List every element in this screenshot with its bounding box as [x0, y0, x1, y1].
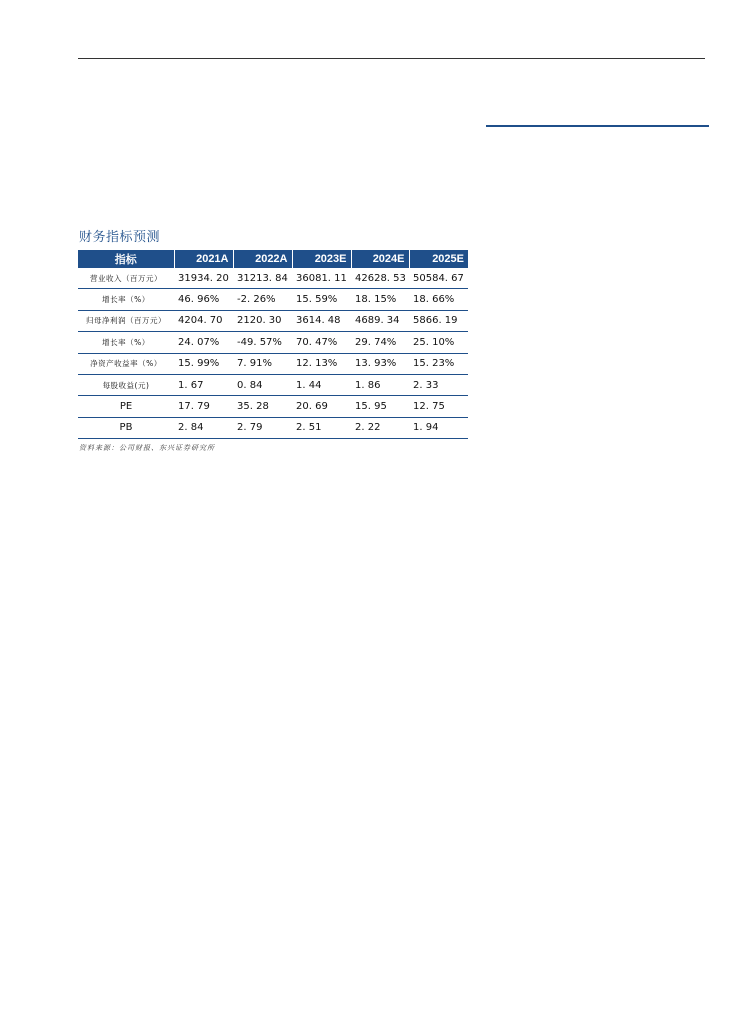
row-label: PE: [78, 396, 174, 417]
financial-forecast-table: [78, 250, 468, 439]
table-row: [78, 417, 468, 438]
section-title: 财务指标预测: [79, 230, 161, 245]
table-cell: 13. 93%: [351, 353, 409, 374]
table-cell: 2. 84: [174, 417, 233, 438]
table-cell: 24. 07%: [174, 332, 233, 353]
header-divider: [78, 58, 705, 59]
table-cell: 2. 22: [351, 417, 409, 438]
table-cell: 0. 84: [233, 374, 292, 395]
row-label: 增长率（%）: [78, 289, 174, 310]
table-cell: 46. 96%: [174, 289, 233, 310]
table-cell: 29. 74%: [351, 332, 409, 353]
table-cell: 4204. 70: [174, 310, 233, 331]
table-cell: -49. 57%: [233, 332, 292, 353]
table-cell: 12. 13%: [292, 353, 351, 374]
table-cell: 2. 51: [292, 417, 351, 438]
table-cell: 1. 67: [174, 374, 233, 395]
table-cell: 15. 59%: [292, 289, 351, 310]
table-cell: 31213. 84: [233, 268, 292, 289]
sidebar-divider: [486, 125, 709, 127]
table-cell: 5866. 19: [409, 310, 468, 331]
table-cell: 2120. 30: [233, 310, 292, 331]
table-row: [78, 374, 468, 395]
table-cell: 12. 75: [409, 396, 468, 417]
column-header-2021a: 2021A: [174, 250, 233, 268]
table-cell: 2. 79: [233, 417, 292, 438]
column-header-2025e: 2025E: [409, 250, 468, 268]
table-cell: 20. 69: [292, 396, 351, 417]
table-cell: 18. 66%: [409, 289, 468, 310]
table-row: [78, 396, 468, 417]
table-row: [78, 332, 468, 353]
table-cell: 4689. 34: [351, 310, 409, 331]
column-header-2023e: 2023E: [292, 250, 351, 268]
table-cell: 36081. 11: [292, 268, 351, 289]
table-row: [78, 268, 468, 289]
column-header-2022a: 2022A: [233, 250, 292, 268]
table-cell: 35. 28: [233, 396, 292, 417]
table-cell: 15. 99%: [174, 353, 233, 374]
table-row: [78, 310, 468, 331]
table-cell: 1. 44: [292, 374, 351, 395]
table-cell: 31934. 20: [174, 268, 233, 289]
row-label: PB: [78, 417, 174, 438]
source-note: 资料来源：公司财报、东兴证券研究所: [79, 444, 215, 452]
row-label: 营业收入（百万元）: [78, 268, 174, 289]
table-cell: 50584. 67: [409, 268, 468, 289]
row-label: 净资产收益率（%）: [78, 353, 174, 374]
table-cell: 42628. 53: [351, 268, 409, 289]
table-cell: 3614. 48: [292, 310, 351, 331]
row-label: 增长率（%）: [78, 332, 174, 353]
table-header-row: [78, 250, 468, 268]
table-row: [78, 353, 468, 374]
table-cell: 70. 47%: [292, 332, 351, 353]
column-header-metric: 指标: [78, 250, 174, 268]
table-cell: 15. 95: [351, 396, 409, 417]
table-cell: 2. 33: [409, 374, 468, 395]
row-label: 每股收益(元): [78, 374, 174, 395]
table-cell: 18. 15%: [351, 289, 409, 310]
table-cell: 1. 94: [409, 417, 468, 438]
table-cell: 1. 86: [351, 374, 409, 395]
table-cell: 15. 23%: [409, 353, 468, 374]
table-cell: 7. 91%: [233, 353, 292, 374]
row-label: 归母净利润（百万元）: [78, 310, 174, 331]
table-row: [78, 289, 468, 310]
table-cell: 25. 10%: [409, 332, 468, 353]
table-cell: -2. 26%: [233, 289, 292, 310]
column-header-2024e: 2024E: [351, 250, 409, 268]
table-cell: 17. 79: [174, 396, 233, 417]
